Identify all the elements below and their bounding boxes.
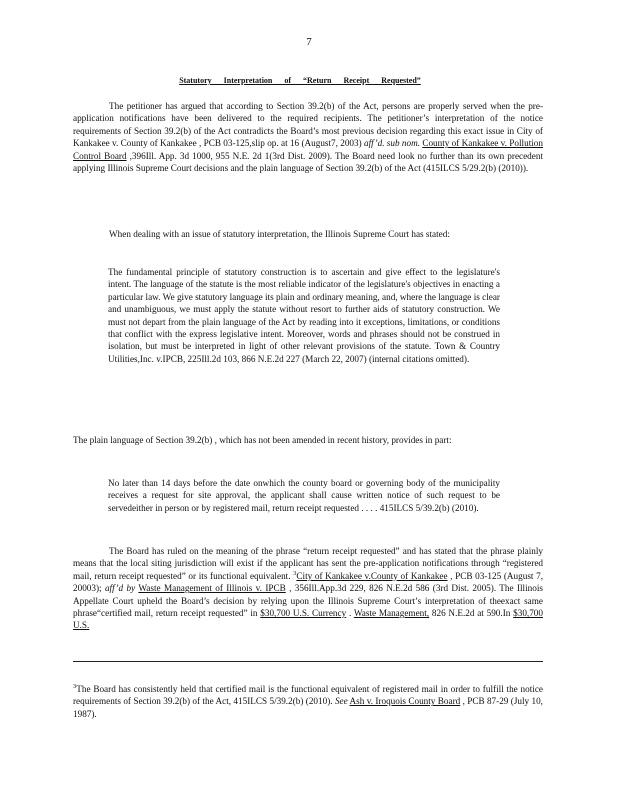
- citation-signal: See: [334, 696, 348, 707]
- footnote-number: 3: [73, 682, 77, 690]
- paragraph-board-ruling: The Board has ruled on the meaning of the phrase “return receipt requested” and has stated that the phrase plainly means that the local siting jurisdiction will exist if the applicant has sent the pre-application notifications through “registered mail, return receipt requested” or its functional equivalent. $^3$City of Kankakee v.County of Kankakee , PCB 03-125 (August 7, 20003); aff’d by Waste Management of Illinois v. IPCB , 356Ill.App.3d 229, 826 N.E.2d 586 (3rd Dist. 2005). The Illinois Appellate Court upheld the Board’s decision by relying upon the Illinois Supreme Court’s interpretation of theexact same phrase“certified mail, return receipt requested” in $30,700 U.S. Currency . Waste Management, 826 N.E.2d at 590.In $30,700 U.S.: [73, 546, 543, 631]
- block-quote-statutory-construction: The fundamental principle of statutory construction is to ascertain and give effect to the legislature's intent. The language of the statute is the most reliable indicator of the legislature's objectives in enacting a particular law. We give statutory language its plain and ordinary meaning, and, where the language is clear and unambiguous, we must apply the statute without resort to further aids of statutory construction. We must not depart from the plain language of the Act by reading into it exceptions, limitations, or conditions that conflict with the express legislative intent. Moreover, words and phrases should not be construed in isolation, but must be interpreted in light of other relevant provisions of the statute. Town & Country Utilities,Inc. v.IPCB, 225Ill.2d 103, 866 N.E.2d 227 (March 22, 2007) (internal citations omitted).: [108, 267, 500, 364]
- case-name: Ash v. Iroquois County Board: [349, 696, 461, 707]
- paragraph-text: ,396Ill. App. 3d 1000, 955 N.E. 2d 1(3rd Dist. 2009). The Board need look no further than its own precedent applying Illinois Supreme Court decisions and the plain language of Section 39.2(b) of the Act (415ILCS 5/29.2(b) (2010)).: [73, 150, 543, 174]
- case-name: $30,700 U.S. Currency: [260, 608, 347, 619]
- case-name: Waste Management of Illinois v. IPCB: [138, 583, 286, 594]
- block-quote-section-39-2b: No later than 14 days before the date onwhich the county board or governing body of the municipality receives a request for site approval, the applicant shall cause written notice of such request to be servedeither in person or by registered mail, return receipt requested . . . . 415ILCS 5/39.2(b) (2010).: [108, 478, 500, 513]
- case-name: County of Kankakee v. Pollution Control Board: [73, 138, 543, 161]
- citation-signal: aff’d by: [104, 583, 136, 594]
- paragraph-text: The petitioner has argued that according to Section 39.2(b) of the Act, persons are properly served when the pre-application notifications have been delivered to the required recipients. The petitioner’s interpretation of the notice requirements of Section 39.2(b) of the Act contradicts the Board’s most previous decision regarding this exact issue in City of Kankakee v. County of Kankakee , PCB 03-125,slip op. at 16 (August7, 2003): [73, 101, 543, 149]
- paragraph-plain-language: The plain language of Section 39.2(b) , which has not been amended in recent history, provides in part:: [73, 435, 452, 445]
- footnote-separator: [73, 661, 543, 662]
- paragraph-petitioner-argument: [73, 100, 543, 174]
- footnote: $^3$The Board has consistently held that certified mail is the functional equivalent of registered mail in order to fulfill the notice requirements of Section 39.2(b) of the Act, 415ILCS 5/39.2(b) (2010). See Ash v. Iroquois County Board , PCB 87-29 (July 10, 1987).: [73, 682, 543, 719]
- case-name: $30,700 U.S.: [73, 608, 543, 631]
- paragraph-supreme-court-intro: When dealing with an issue of statutory interpretation, the Illinois Supreme Court has stated:: [109, 229, 450, 239]
- case-name: City of Kankakee v.County of Kankakee: [296, 570, 448, 581]
- paragraph-text: The Board has ruled on the meaning of the phrase “return receipt requested” and has stated that the phrase plainly means that the local siting jurisdiction will exist if the applicant has sent the pre-application notifications through “registered mail, return receipt requested” or its functional equivalent.: [73, 546, 543, 581]
- citation-signal: aff’d. sub nom.: [364, 138, 420, 149]
- page-number: 7: [306, 36, 312, 48]
- case-name: Waste Management,: [353, 608, 430, 619]
- footnote-text: The Board has consistently held that certified mail is the functional equivalent of registered mail in order to fulfill the notice requirements of Section 39.2(b) of the Act, 415ILCS 5/39.2(b) (2010).: [73, 684, 543, 707]
- section-heading: Statutory Interpretation of “Return Receipt Requested”: [179, 76, 421, 85]
- footnote-reference: 3: [293, 569, 297, 577]
